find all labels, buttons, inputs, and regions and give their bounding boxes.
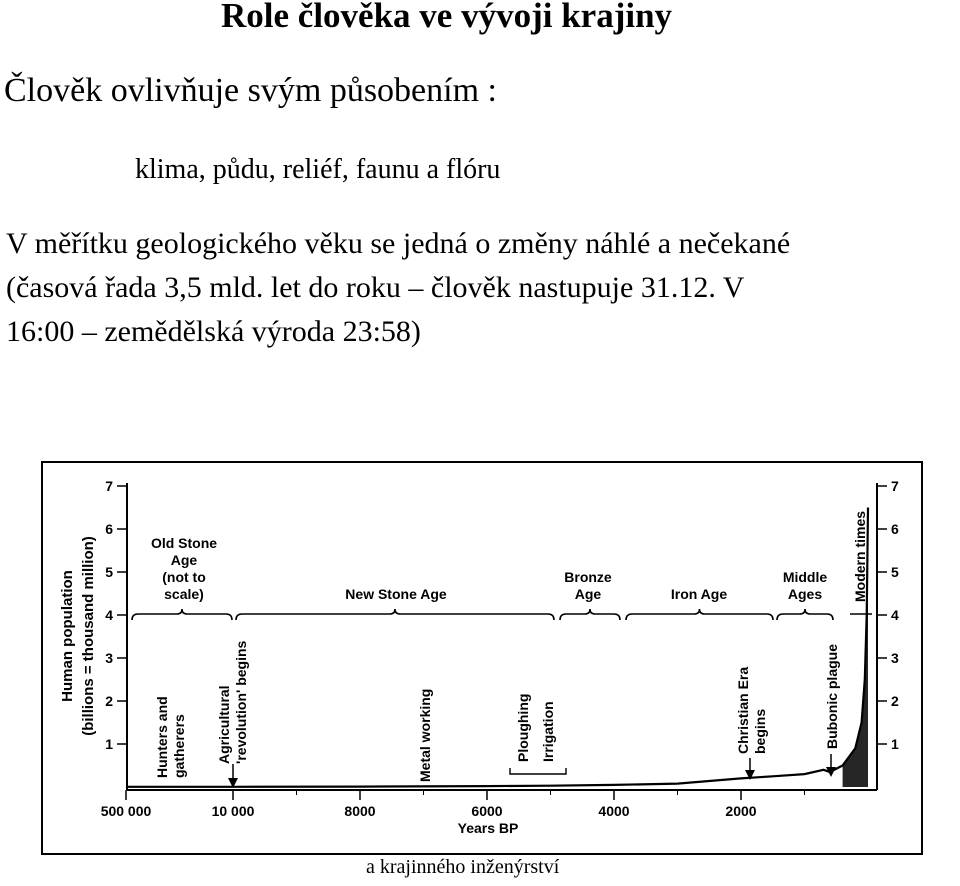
period-label-line: Bronze [564, 569, 612, 585]
period-label-line: Modern times [852, 510, 868, 602]
event-label-line: Hunters and [154, 696, 170, 778]
slide-subtitle-topics: klima, půdu, reliéf, faunu a flóru [135, 154, 501, 185]
x-tick-label: 10 000 [211, 803, 255, 819]
period-label-line: scale) [164, 586, 204, 602]
chart-frame [42, 462, 922, 854]
event-label-line: gatherers [171, 714, 187, 778]
paragraph-line: V měřítku geologického věku se jedná o změny náhlé a nečekané [6, 227, 791, 260]
y-tick-label-right: 6 [891, 521, 899, 537]
period-label-line: Iron Age [670, 586, 728, 602]
event-label-line: Irrigation [540, 701, 556, 762]
paragraph-line: 16:00 – zemědělská výroda 23:58) [6, 315, 421, 348]
y-tick-label-left: 1 [105, 736, 113, 752]
x-tick-label: 2000 [725, 803, 757, 819]
slide-title: Role člověka ve vývoji krajiny [221, 0, 673, 35]
event-label-line: Christian Era [735, 666, 751, 754]
x-tick-label: 4000 [598, 803, 630, 819]
y-axis-label-line1: Human population [59, 570, 76, 702]
slide-footer: a krajinného inženýrství [366, 856, 560, 878]
y-tick-label-left: 7 [105, 478, 113, 494]
y-axis-label-line2: (billions = thousand million) [80, 536, 97, 736]
period-label-line: Old Stone [150, 535, 218, 551]
event-label-line: Agricultural [216, 685, 232, 764]
slide-subtitle: Člověk ovlivňuje svým působením : [4, 72, 497, 109]
y-tick-label-right: 1 [891, 736, 899, 752]
y-tick-label-left: 6 [105, 521, 113, 537]
y-tick-label-right: 3 [891, 650, 899, 666]
y-tick-label-left: 3 [105, 650, 113, 666]
x-tick-label: 500 000 [100, 803, 152, 819]
period-label-line: Age [170, 552, 198, 568]
paragraph-line: (časová řada 3,5 mld. let do roku – člověk nastupuje 31.12. V [6, 271, 745, 304]
period-label-line: Ages [787, 586, 823, 602]
x-tick-label: 8000 [344, 803, 376, 819]
y-tick-label-right: 5 [891, 564, 899, 580]
x-axis-label: Years BP [457, 820, 519, 836]
y-tick-label-left: 5 [105, 564, 113, 580]
y-tick-label-right: 4 [891, 607, 899, 623]
y-tick-label-right: 7 [891, 478, 899, 494]
period-label-line: (not to [162, 569, 206, 585]
event-label-line: Bubonic plague [824, 644, 840, 749]
y-tick-label-left: 2 [105, 693, 113, 709]
x-tick-label: 6000 [471, 803, 503, 819]
y-tick-label-left: 4 [105, 607, 113, 623]
period-label-line: Age [574, 586, 602, 602]
period-label-line: Middle [782, 569, 828, 585]
period-label-line: New Stone Age [345, 586, 447, 602]
event-label-line: Metal working [417, 688, 433, 782]
event-label-line: begins [752, 708, 768, 754]
y-tick-label-right: 2 [891, 693, 899, 709]
event-label-line: 'revolution' begins [233, 640, 249, 764]
event-label-line: Ploughing [515, 693, 531, 762]
